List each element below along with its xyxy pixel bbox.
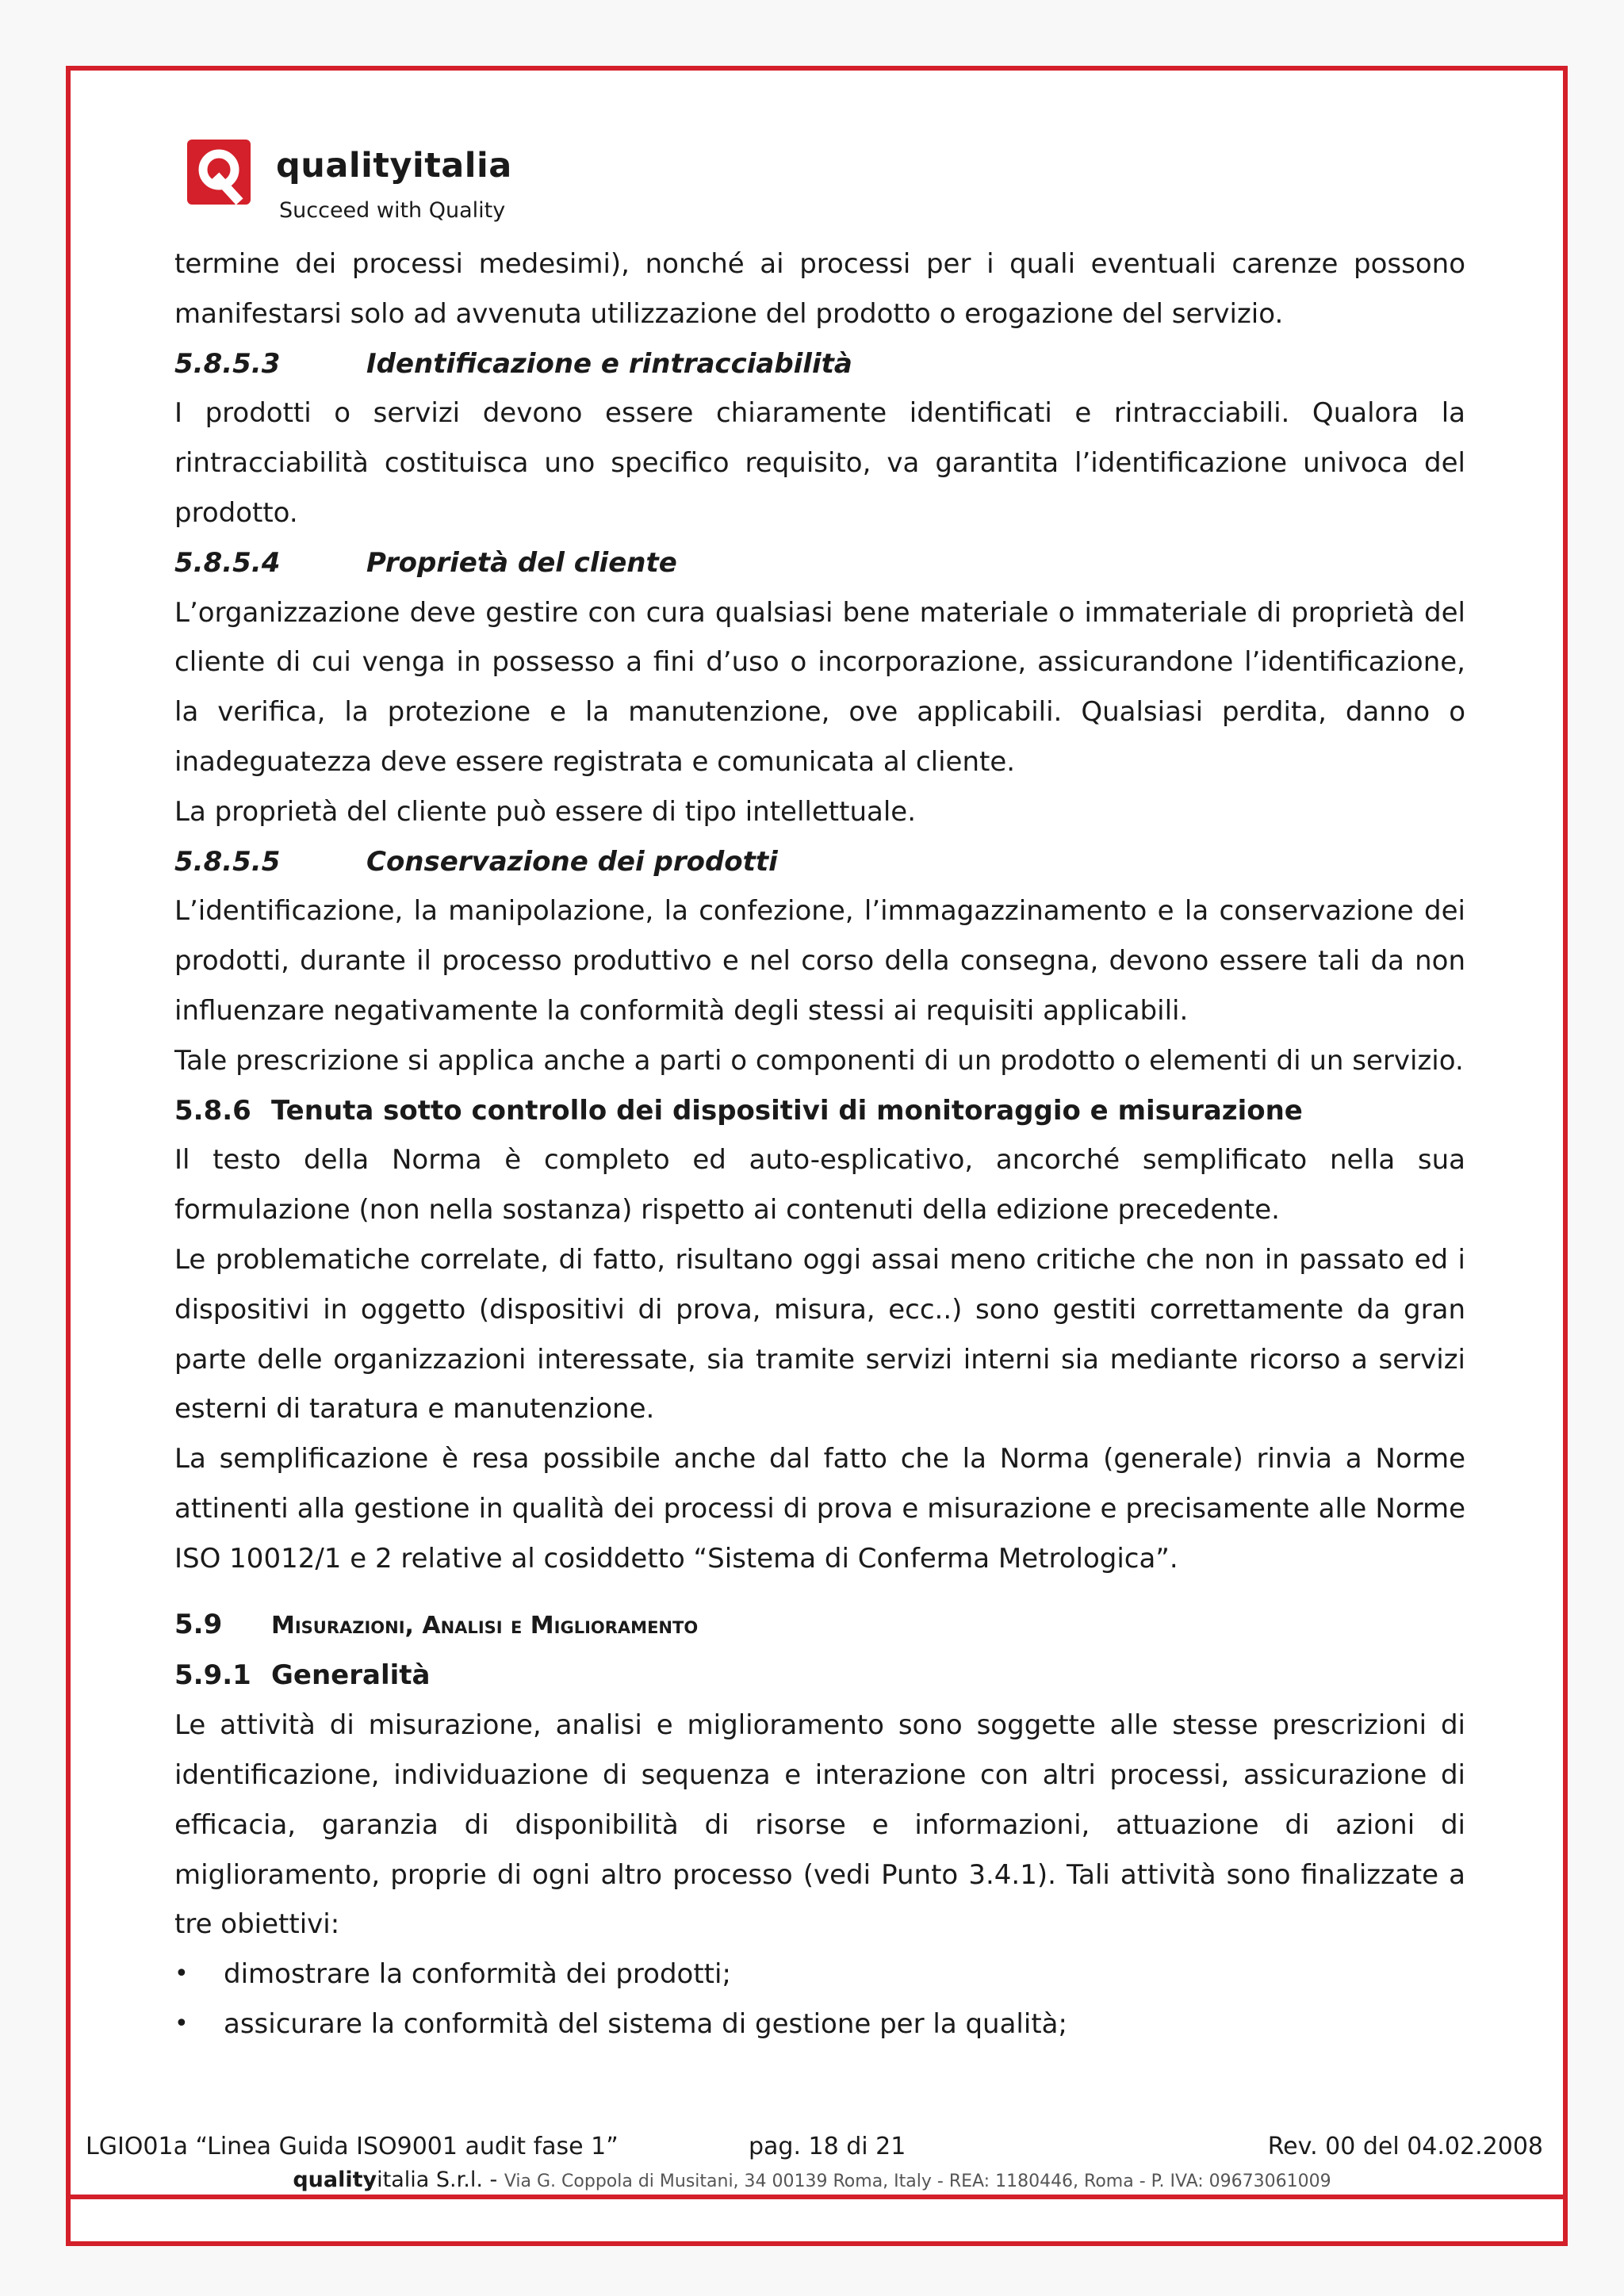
section-title: Generalità	[271, 1659, 431, 1692]
section-heading	[174, 1600, 1465, 1651]
section-title: Conservazione dei prodotti	[366, 845, 778, 878]
paragraph: Le problematiche correlate, di fatto, risultano oggi assai meno critiche che non in passato ed i dispositivi in oggetto (dispositivi di prova, misura, ecc..) sono gestiti correttamente da gran parte delle organizzazioni interessate, sia tramite servizi interni sia mediante ricorso a servizi esterni di taratura e manutenzione.	[174, 1243, 1465, 1425]
section-heading	[174, 1651, 1465, 1701]
section-number: 5.9	[174, 1608, 223, 1640]
q-logo-icon	[187, 140, 251, 205]
list-item	[174, 1999, 1465, 2049]
paragraph: L’identificazione, la manipolazione, la confezione, l’immagazzinamento e la conservazione dei prodotti, durante il processo produttivo e nel corso della consegna, devono essere tali da non influenzare negativamente la conformità degli stessi ai requisiti applicabili.	[174, 895, 1465, 1027]
section-number: 5.8.5.5	[174, 845, 281, 878]
paragraph: L’organizzazione deve gestire con cura qualsiasi bene materiale o immateriale di proprietà del cliente di cui venga in possesso a fini d’uso o incorporazione, assicurandone l’identificazione, la verifica, la protezione e la manutenzione, ove applicabili. Qualsiasi perdita, danno o inadeguatezza deve essere registrata e comunicata al cliente.	[174, 596, 1465, 778]
section-heading	[174, 538, 1465, 588]
list-item-text: assicurare la conformità del sistema di gestione per la qualità;	[224, 2007, 1067, 2040]
document-body	[174, 239, 1465, 2049]
logo-tagline: Succeed with Quality	[279, 198, 506, 223]
section-number: 5.8.5.4	[174, 546, 281, 579]
paragraph: Il testo della Norma è completo ed auto-esplicativo, ancorché semplificato nella sua formulazione (non nella sostanza) rispetto ai contenuti della edizione precedente.	[174, 1144, 1465, 1226]
list-item-text: dimostrare la conformità dei prodotti;	[224, 1958, 731, 1991]
section-number: 5.9.1	[174, 1659, 251, 1692]
logo-name: qualityitalia	[276, 146, 512, 186]
footer-row	[86, 2131, 1543, 2163]
footer-document-title: LGIO01a “Linea Guida ISO9001 audit fase 1”	[86, 2133, 619, 2160]
bullet-list	[174, 1950, 1465, 2049]
bullet-icon: •	[174, 2009, 189, 2038]
paragraph: Tale prescrizione si applica anche a parti o componenti di un prodotto o elementi di un servizio.	[174, 1044, 1464, 1077]
paragraph: La proprietà del cliente può essere di tipo intellettuale.	[174, 795, 916, 828]
paragraph: Le attività di misurazione, analisi e miglioramento sono soggette alle stesse prescrizioni di identificazione, individuazione di sequenza e interazione con altri processi, assicurazione di efficacia, garanzia di disponibilità di risorse e informazioni, attuazione di azioni di miglioramento, proprie di ogni altro processo (vedi Punto 3.4.1). Tali attività sono finalizzate a tre obiettivi:	[174, 1709, 1465, 1941]
list-item	[174, 1950, 1465, 1999]
paragraph: I prodotti o servizi devono essere chiaramente identificati e rintracciabili. Qualora la rintracciabilità costituisca uno specifico requisito, va garantita l’identificazione univoca del prodotto.	[174, 397, 1465, 529]
footer-page-number: pag. 18 di 21	[749, 2133, 906, 2160]
footer-company	[0, 2166, 1624, 2197]
section-title: Identificazione e rintracciabilità	[366, 347, 852, 380]
footer-revision: Rev. 00 del 04.02.2008	[1267, 2133, 1543, 2160]
footer-company-brand: quality	[293, 2168, 377, 2192]
section-heading	[174, 837, 1465, 887]
section-number: 5.8.5.3	[174, 347, 281, 380]
section-number: 5.8.6	[174, 1094, 251, 1127]
bullet-icon: •	[174, 1960, 189, 1988]
footer-address: Via G. Coppola di Musitani, 34 00139 Roma, Italy - REA: 1180446, Roma - P. IVA: 09673061009	[504, 2172, 1331, 2191]
section-title: Tenuta sotto controllo dei dispositivi di monitoraggio e misurazione	[271, 1094, 1303, 1127]
section-title: Misurazioni, Analisi e Miglioramento	[271, 1611, 699, 1640]
section-heading	[174, 1086, 1465, 1136]
paragraph: termine dei processi medesimi), nonché ai processi per i quali eventuali carenze possono manifestarsi solo ad avvenuta utilizzazione del prodotto o erogazione del servizio.	[174, 248, 1465, 330]
section-title: Proprietà del cliente	[366, 546, 677, 579]
paragraph: La semplificazione è resa possibile anche dal fatto che la Norma (generale) rinvia a Norme attinenti alla gestione in qualità dei processi di prova e misurazione e precisamente alle Norme ISO 10012/1 e 2 relative al cosiddetto “Sistema di Conferma Metrologica”.	[174, 1443, 1465, 1575]
footer-company-name: italia S.r.l. -	[377, 2168, 504, 2192]
section-heading	[174, 339, 1465, 389]
